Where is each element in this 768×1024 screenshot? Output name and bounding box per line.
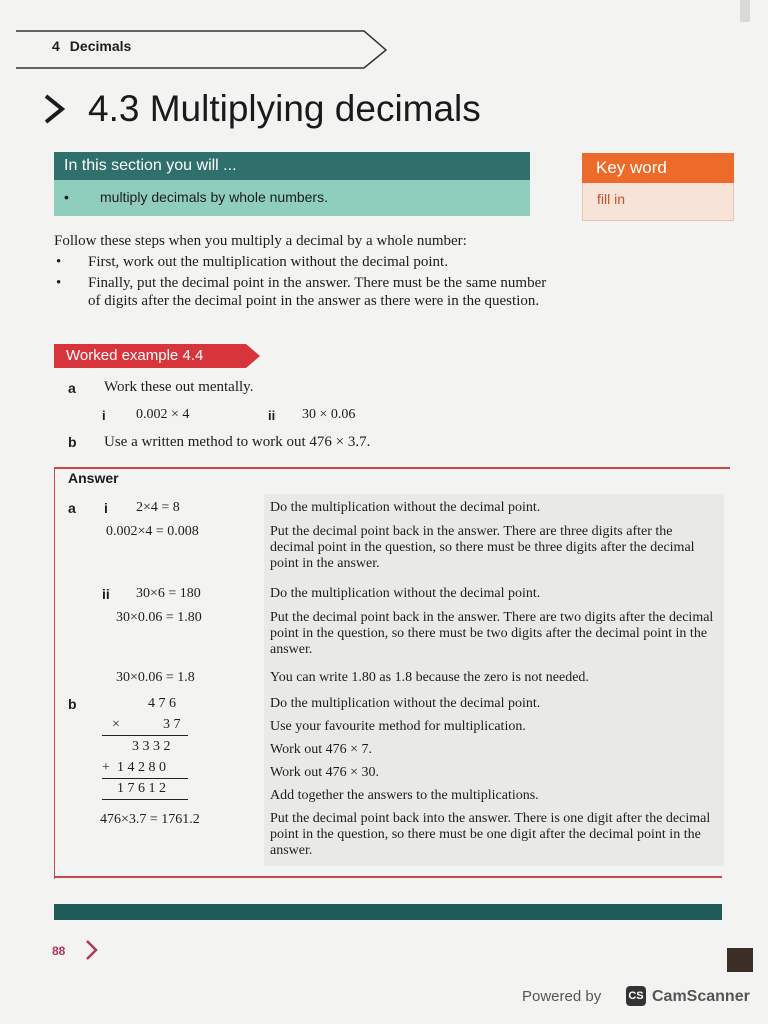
answer-a-ii-work-2: 30×0.06 = 1.80: [116, 610, 202, 625]
camscanner-logo-icon: CS: [626, 986, 646, 1006]
watermark-brand: CamScanner: [652, 988, 750, 1005]
in-section-heading: In this section you will ...: [54, 152, 530, 180]
answer-a-i-work-2: 0.002×4 = 0.008: [106, 524, 199, 539]
page-corner-mark: [727, 948, 753, 972]
chapter-label: [52, 38, 141, 54]
in-section-body: [54, 180, 530, 216]
answer-a-i-expl-2: Put the decimal point back in the answer. There are three digits after the decimal point in the question, so there must be three digits after the decimal point in the answer.: [270, 524, 695, 571]
page-number: 88: [52, 944, 66, 958]
worked-example-label: Worked example 4.4: [66, 347, 204, 364]
long-mult-row-3: 3 3 3 2: [132, 739, 171, 754]
answer-ii-label: ii: [102, 586, 110, 602]
long-mult-line-2: [102, 778, 188, 779]
long-mult-row-2: 3 7: [163, 717, 181, 732]
key-word-term: fill in: [582, 183, 734, 221]
question-b-letter: b: [68, 434, 77, 450]
long-mult-times-sign: ×: [112, 717, 120, 732]
chapter-number: 4: [52, 38, 60, 54]
answer-a-ii-work-1: 30×6 = 180: [136, 586, 201, 601]
answer-a-i-expl-1: Do the multiplication without the decimal point.: [270, 500, 541, 515]
answer-a-ii-expl-1: Do the multiplication without the decimal point.: [270, 586, 541, 601]
question-a-letter: a: [68, 380, 76, 396]
answer-a-ii-expl-2: Put the decimal point back in the answer. There are two digits after the decimal point in the question, so there must be two digits after the decimal point in the answer.: [270, 610, 714, 657]
intro-step-1: • First, work out the multiplication without the decimal point.: [54, 253, 554, 271]
answer-b-final: 476×3.7 = 1761.2: [100, 812, 200, 827]
long-mult-row-5: 1 7 6 1 2: [117, 781, 166, 796]
question-a-i: 0.002 × 4: [136, 407, 190, 422]
bullet-icon: •: [64, 189, 69, 205]
long-mult-row-1: 4 7 6: [148, 696, 176, 711]
chapter-title: Decimals: [69, 38, 132, 54]
answer-i-label: i: [104, 500, 108, 516]
chevron-right-icon: [40, 92, 70, 126]
chevron-right-icon: [84, 938, 100, 962]
intro-step-2: • Finally, put the decimal point in the answer. There must be the same number of digits after the decimal point in the answer as there were in the question.: [54, 274, 554, 310]
in-section-item: multiply decimals by whole numbers.: [100, 189, 328, 205]
answer-divider: [54, 467, 730, 469]
question-a-i-label: i: [102, 408, 106, 423]
long-mult-line-1: [102, 735, 188, 736]
answer-a-ii-work-3: 30×0.06 = 1.8: [116, 670, 195, 685]
answer-b-expl-5: Add together the answers to the multiplications.: [270, 788, 539, 803]
footer-bar: [54, 904, 722, 920]
page-title: 4.3 Multiplying decimals: [88, 88, 481, 129]
answer-b-expl-3: Work out 476 × 7.: [270, 742, 373, 757]
answer-b-expl-4: Work out 476 × 30.: [270, 765, 380, 780]
long-mult-line-3: [102, 799, 188, 800]
answer-b-letter: b: [68, 696, 77, 712]
answer-box-bottom-edge: [54, 876, 722, 878]
intro-lead: Follow these steps when you multiply a decimal by a whole number:: [54, 233, 467, 249]
intro-text: [54, 232, 554, 310]
question-b: Use a written method to work out 476 × 3.7.: [104, 434, 371, 450]
key-word-heading: Key word: [582, 153, 734, 183]
answer-a-letter: a: [68, 500, 76, 516]
watermark-powered-by: Powered by: [522, 988, 602, 1005]
answer-b-expl-1: Do the multiplication without the decimal point.: [270, 696, 541, 711]
answer-a-ii-expl-3: You can write 1.80 as 1.8 because the zero is not needed.: [270, 670, 589, 685]
answer-b-expl-2: Use your favourite method for multiplication.: [270, 719, 526, 734]
long-mult-row-4: 1 4 2 8 0: [117, 760, 166, 775]
answer-b-expl-6: Put the decimal point back into the answer. There is one digit after the decimal point in the question, so there must be one digit after the decimal point in the answer.: [270, 811, 711, 858]
question-a-ii-label: ii: [268, 408, 276, 423]
question-a-ii: 30 × 0.06: [302, 407, 356, 422]
answer-box-left-edge: [54, 467, 55, 879]
scroll-edge-mark: [740, 0, 750, 22]
answer-a-i-work-1: 2×4 = 8: [136, 500, 180, 515]
long-mult-plus-sign: +: [102, 760, 110, 775]
answer-label: Answer: [68, 470, 119, 486]
question-a: Work these out mentally.: [104, 379, 254, 395]
